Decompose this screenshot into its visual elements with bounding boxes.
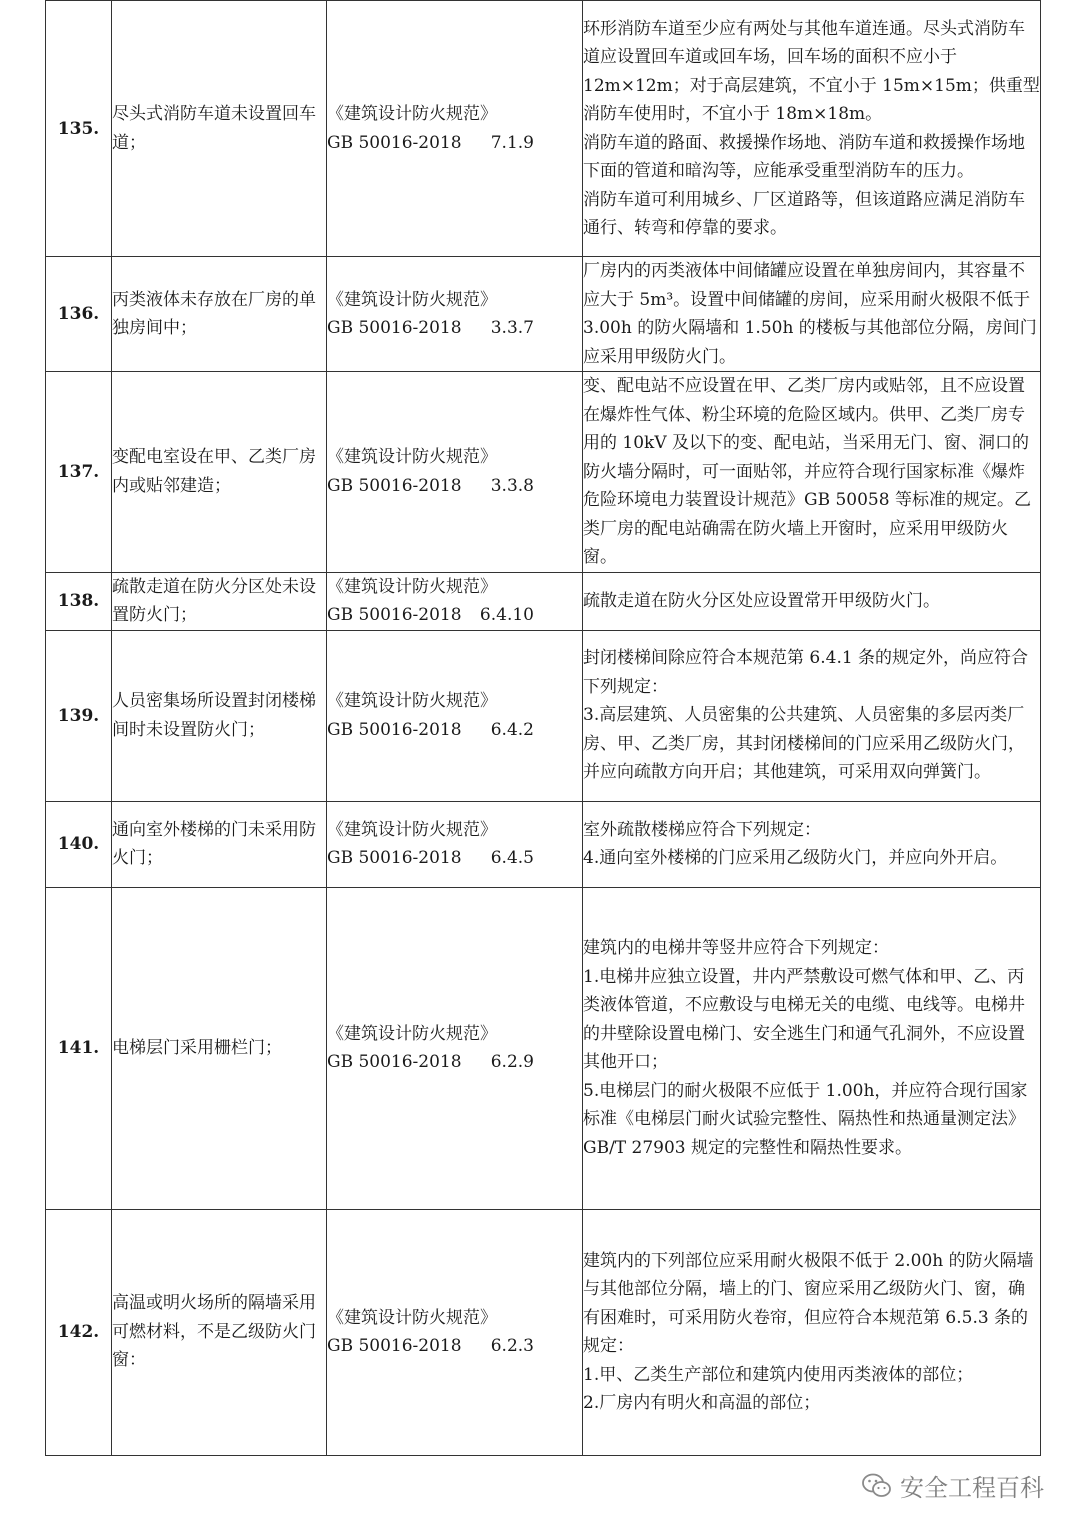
table-row: [46, 801, 1041, 887]
table-row: [46, 887, 1041, 1209]
wechat-icon: [862, 1473, 892, 1499]
requirement-paragraph: 消防车道可利用城乡、厂区道路等，但该道路应满足消防车通行、转弯和停靠的要求。: [583, 189, 1025, 238]
standard-code: GB 50016-2018: [327, 1336, 462, 1356]
standard-code: GB 50016-2018: [327, 318, 462, 338]
table-row: [46, 257, 1041, 372]
standard-name: 《建筑设计防火规范》: [327, 104, 497, 124]
clause-number: 3.3.8: [490, 475, 534, 496]
table-row: [46, 1209, 1041, 1455]
clause-number: 6.2.9: [490, 1052, 534, 1072]
clause-number: 6.4.2: [490, 719, 534, 740]
standard-name: 《建筑设计防火规范》: [327, 819, 497, 840]
row-number: 137.: [46, 372, 112, 573]
watermark: [862, 1468, 1044, 1503]
requirement-paragraph: 3.高层建筑、人员密集的公共建筑、人员密集的多层丙类厂房、甲、乙类厂房，其封闭楼梯间的门应采用乙级防火门，并应向疏散方向开启；其他建筑，可采用双向弹簧门。: [583, 705, 1025, 783]
requirement-paragraph: 变、配电站不应设置在甲、乙类厂房内或贴邻，且不应设置在爆炸性气体、粉尘环境的危险区域内。供甲、乙类厂房专用的 10kV 及以下的变、配电站，当采用无门、窗、洞口的防火墙分隔时，可一面贴邻，并应符合现行国家标准《爆炸危险环境电力装置设计规范》GB 50058 等标准的规定。乙类厂房的配电站确需在防火墙上开窗时，应采用甲级防火窗。: [583, 376, 1031, 567]
requirement-text: [583, 1209, 1041, 1455]
requirement-text: [583, 630, 1041, 801]
issue-text: 丙类液体未存放在厂房的单独房间中；: [112, 257, 327, 372]
requirement-paragraph: 4.通向室外楼梯的门应采用乙级防火门，并应向外开启。: [583, 848, 1008, 868]
issue-text: 疏散走道在防火分区处未设置防火门；: [112, 572, 327, 630]
watermark-text: 安全工程百科: [900, 1474, 1044, 1502]
clause-number: 6.4.10: [479, 605, 534, 625]
requirement-paragraph: 1.电梯井应独立设置，井内严禁敷设可燃气体和甲、乙、丙类液体管道，不应敷设与电梯无关的电缆、电线等。电梯井的井壁除设置电梯门、安全逃生门和通气孔洞外，不应设置其他开口；: [583, 966, 1025, 1072]
issue-text: 变配电室设在甲、乙类厂房内或贴邻建造；: [112, 372, 327, 573]
requirement-paragraph: 2.厂房内有明火和高温的部位；: [583, 1393, 821, 1413]
issue-text: 通向室外楼梯的门未采用防火门；: [112, 801, 327, 887]
standard-name: 《建筑设计防火规范》: [327, 1307, 497, 1328]
issue-text: 尽头式消防车道未设置回车道；: [112, 1, 327, 257]
clause-number: 7.1.9: [490, 132, 534, 153]
requirement-paragraph: 室外疏散楼梯应符合下列规定：: [583, 819, 821, 840]
requirement-text: [583, 257, 1041, 372]
standard-name: 《建筑设计防火规范》: [327, 289, 497, 310]
standard-ref: [327, 1209, 583, 1455]
issue-text: 人员密集场所设置封闭楼梯间时未设置防火门；: [112, 630, 327, 801]
issue-text: 高温或明火场所的隔墙采用可燃材料，不是乙级防火门窗：: [112, 1209, 327, 1455]
standard-ref: [327, 372, 583, 573]
table-row: [46, 1, 1041, 257]
row-number: 139.: [46, 630, 112, 801]
requirement-text: [583, 1, 1041, 257]
standard-ref: [327, 257, 583, 372]
row-number: 136.: [46, 257, 112, 372]
standard-code: GB 50016-2018: [327, 848, 462, 868]
standard-ref: [327, 887, 583, 1209]
requirement-paragraph: 厂房内的丙类液体中间储罐应设置在单独房间内，其容量不应大于 5m³。设置中间储罐的房间，应采用耐火极限不低于 3.00h 的防火隔墙和 1.50h 的楼板与其他部位分隔，房间门应采用甲级防火门。: [583, 261, 1037, 367]
standard-ref: [327, 1, 583, 257]
standard-ref: [327, 630, 583, 801]
row-number: 141.: [46, 887, 112, 1209]
requirement-paragraph: 疏散走道在防火分区处应设置常开甲级防火门。: [583, 590, 940, 611]
requirement-text: [583, 372, 1041, 573]
requirement-text: [583, 887, 1041, 1209]
standard-ref: [327, 572, 583, 630]
table-row: [46, 630, 1041, 801]
standard-name: 《建筑设计防火规范》: [327, 1023, 497, 1044]
standard-code: GB 50016-2018: [327, 719, 462, 740]
standard-ref: [327, 801, 583, 887]
row-number: 135.: [46, 1, 112, 257]
requirement-paragraph: 5.电梯层门的耐火极限不应低于 1.00h，并应符合现行国家标准《电梯层门耐火试验完整性、隔热性和热通量测定法》GB/T 27903 规定的完整性和隔热性要求。: [583, 1080, 1028, 1158]
standard-code: GB 50016-2018: [327, 605, 462, 625]
requirement-text: [583, 801, 1041, 887]
clause-number: 6.2.3: [490, 1336, 534, 1356]
table-row: [46, 372, 1041, 573]
row-number: 138.: [46, 572, 112, 630]
requirement-text: [583, 572, 1041, 630]
row-number: 142.: [46, 1209, 112, 1455]
requirement-paragraph: 建筑内的电梯井等竖井应符合下列规定：: [583, 938, 889, 958]
requirement-paragraph: 消防车道的路面、救援操作场地、消防车道和救援操作场地下面的管道和暗沟等，应能承受重型消防车的压力。: [583, 132, 1025, 181]
standard-code: GB 50016-2018: [327, 1052, 462, 1072]
requirement-paragraph: 1.甲、乙类生产部位和建筑内使用丙类液体的部位；: [583, 1364, 974, 1385]
standard-name: 《建筑设计防火规范》: [327, 691, 497, 711]
table-row: [46, 572, 1041, 630]
requirement-paragraph: 环形消防车道至少应有两处与其他车道连通。尽头式消防车道应设置回车道或回车场，回车场的面积不应小于 12m×12m；对于高层建筑，不宜小于 15m×15m；供重型消防车使用时，不宜小于 18m×18m。: [583, 18, 1040, 124]
standard-code: GB 50016-2018: [327, 475, 462, 496]
clause-number: 3.3.7: [490, 318, 534, 338]
row-number: 140.: [46, 801, 112, 887]
issue-text: 电梯层门采用栅栏门；: [112, 887, 327, 1209]
standard-name: 《建筑设计防火规范》: [327, 576, 497, 597]
clause-number: 6.4.5: [490, 848, 534, 868]
regulations-table: [45, 0, 1041, 1456]
standard-code: GB 50016-2018: [327, 132, 462, 153]
requirement-paragraph: 建筑内的下列部位应采用耐火极限不低于 2.00h 的防火隔墙与其他部位分隔，墙上的门、窗应采用乙级防火门、窗，确有困难时，可采用防火卷帘，但应符合本规范第 6.5.3 条的规定：: [583, 1250, 1034, 1356]
standard-name: 《建筑设计防火规范》: [327, 447, 497, 468]
requirement-paragraph: 封闭楼梯间除应符合本规范第 6.4.1 条的规定外，尚应符合下列规定：: [583, 648, 1029, 697]
